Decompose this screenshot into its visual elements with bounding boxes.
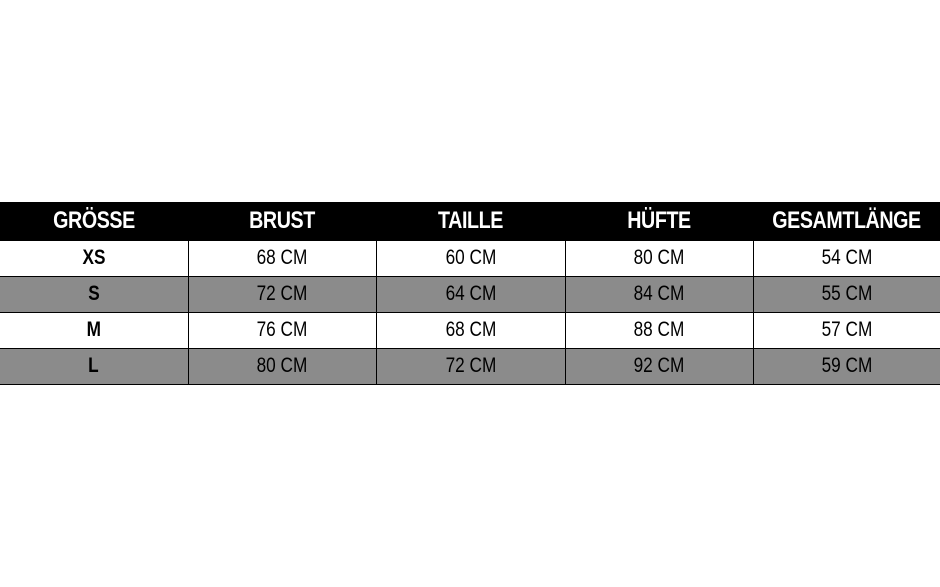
size-label: XS	[82, 246, 106, 270]
hip-cell	[565, 276, 753, 312]
chest-cell	[188, 348, 376, 384]
table-row	[0, 276, 940, 312]
hip-cell	[565, 312, 753, 348]
size-cell	[0, 312, 188, 348]
length-cell	[753, 276, 940, 312]
waist-value: 60 CM	[445, 246, 496, 270]
size-cell	[0, 276, 188, 312]
waist-value: 68 CM	[445, 318, 496, 341]
length-value: 54 CM	[821, 246, 873, 270]
chest-value: 80 CM	[256, 354, 308, 377]
size-chart-table	[0, 202, 940, 385]
header-total-length: GESAMTLÄNGE	[772, 206, 921, 234]
header-chest: BRUST	[249, 206, 315, 234]
waist-cell	[376, 312, 565, 348]
waist-cell	[376, 276, 565, 312]
waist-cell	[376, 348, 565, 384]
waist-value: 64 CM	[445, 282, 496, 305]
chest-cell	[188, 240, 376, 276]
hip-value: 80 CM	[633, 246, 685, 270]
hip-cell	[565, 240, 753, 276]
waist-value: 72 CM	[445, 354, 496, 377]
table-header-row	[0, 202, 940, 240]
table-row	[0, 312, 940, 348]
chest-cell	[188, 276, 376, 312]
header-hip: HÜFTE	[627, 206, 691, 234]
hip-cell	[565, 348, 753, 384]
length-value: 55 CM	[821, 282, 873, 305]
chest-value: 72 CM	[256, 282, 308, 305]
length-value: 59 CM	[821, 354, 873, 377]
length-cell	[753, 240, 940, 276]
size-cell	[0, 240, 188, 276]
size-cell	[0, 348, 188, 384]
length-cell	[753, 312, 940, 348]
table-row	[0, 348, 940, 384]
chest-cell	[188, 312, 376, 348]
chest-value: 68 CM	[256, 246, 308, 270]
size-label: L	[88, 354, 100, 377]
length-cell	[753, 348, 940, 384]
waist-cell	[376, 240, 565, 276]
header-size: GRÖSSE	[53, 206, 135, 234]
table-row	[0, 240, 940, 276]
chest-value: 76 CM	[256, 318, 308, 341]
header-waist: TAILLE	[438, 206, 503, 234]
size-label: S	[87, 282, 100, 305]
length-value: 57 CM	[821, 318, 873, 341]
hip-value: 88 CM	[633, 318, 685, 341]
size-label: M	[86, 318, 101, 341]
hip-value: 84 CM	[633, 282, 685, 305]
hip-value: 92 CM	[633, 354, 685, 377]
